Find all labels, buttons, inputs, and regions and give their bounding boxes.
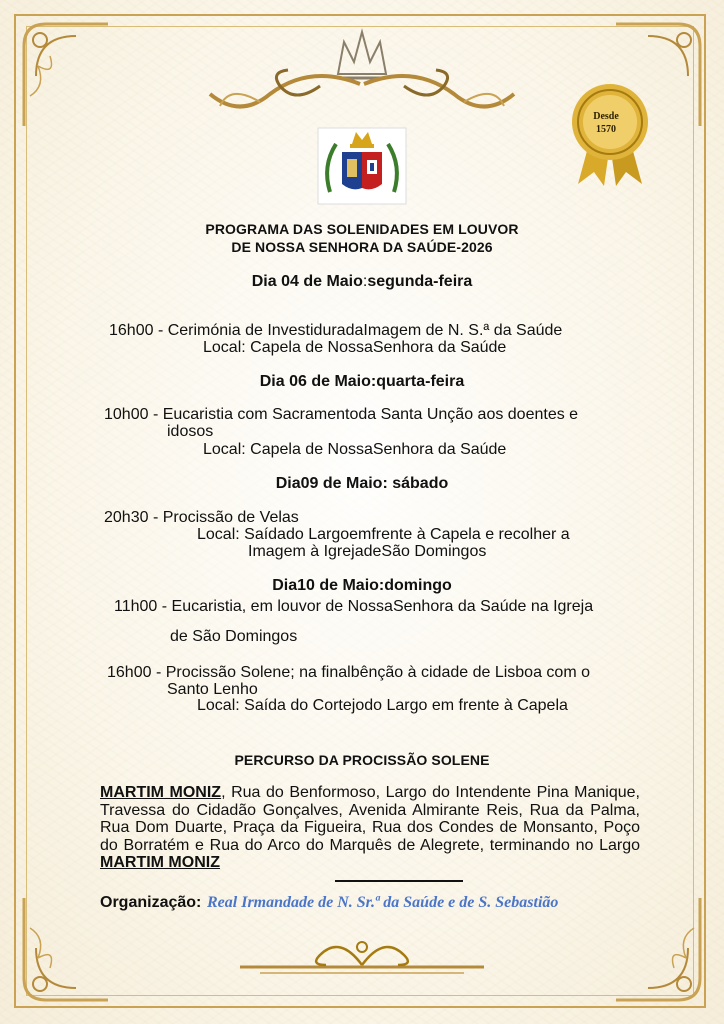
route-description [100,784,640,872]
event-line: 10h00 - Eucaristia com Sacramentoda Santa Unção aos doentes e [104,406,579,423]
event-location: Local: Capela de NossaSenhora da Saúde [203,339,507,356]
event-location: Local: Capela de NossaSenhora da Saúde [203,441,507,458]
day-heading-separator: : [362,273,368,290]
organization-name: Real Irmandade de N. Sr.ª da Saúde e de S. Sebastião [207,894,559,911]
corner-ornament-top-left [16,16,116,136]
divider-line [335,880,463,882]
event-location: Local: Saídado Largoemfrente à Capela e recolher a [197,526,570,543]
route-streets: , Rua do Benformoso, Largo do Intendente Pina Manique, Travessa do Cidadão Gonçalves, Avenida Almirante Reis, Rua da Palma, Rua Dom Duarte, Praça da Figueira, Rua dos Condes de Monsanto, Poço do Borratém e Rua do Arco do Marquês de Alegrete, terminando no Largo [100,784,640,854]
seal-line-2: 1570 [596,124,616,135]
event-location-continued: Imagem à IgrejadeSão Domingos [248,543,487,560]
organization-label: Organização: [100,894,202,911]
day-heading: Dia10 de Maio:domingo [272,577,452,594]
route-heading: PERCURSO DA PROCISSÃO SOLENE [234,752,490,768]
day-heading-date: Dia 04 de Maio [251,273,363,290]
event-location: Local: Saída do Cortejodo Largo em frente à Capela [197,697,568,714]
day-heading-weekday: segunda-feira [367,273,473,290]
event-line-continued: idosos [167,423,214,440]
program-title-line-2: DE NOSSA SENHORA DA SAÚDE-2026 [231,239,493,255]
crown-ornament [200,24,524,124]
event-line: 16h00 - Cerimónia de InvestiduradaImagem de N. S.ª da Saúde [109,322,563,339]
event-line-continued: Santo Lenho [167,681,258,698]
route-end: MARTIM MONIZ [100,854,220,871]
seal-text [575,110,637,136]
day-heading: Dia09 de Maio: sábado [275,475,449,492]
day-heading: Dia 06 de Maio:quarta-feira [259,373,465,390]
event-line: 20h30 - Procissão de Velas [104,509,299,526]
bottom-ornament [230,925,494,985]
corner-ornament-bottom-right [608,888,708,1008]
event-line: 16h00 - Procissão Solene; na finalbênção à cidade de Lisboa com o [107,664,590,681]
route-start: MARTIM MONIZ [100,784,222,801]
event-line: 11h00 - Eucaristia, em louvor de NossaSenhora da Saúde na Igreja [114,598,594,615]
seal-line-1: Desde [593,111,619,122]
day-heading [0,273,724,291]
coat-of-arms-icon [316,126,408,206]
program-title-line-1: PROGRAMA DAS SOLENIDADES EM LOUVOR [205,221,519,237]
event-line-continued: de São Domingos [170,628,298,645]
